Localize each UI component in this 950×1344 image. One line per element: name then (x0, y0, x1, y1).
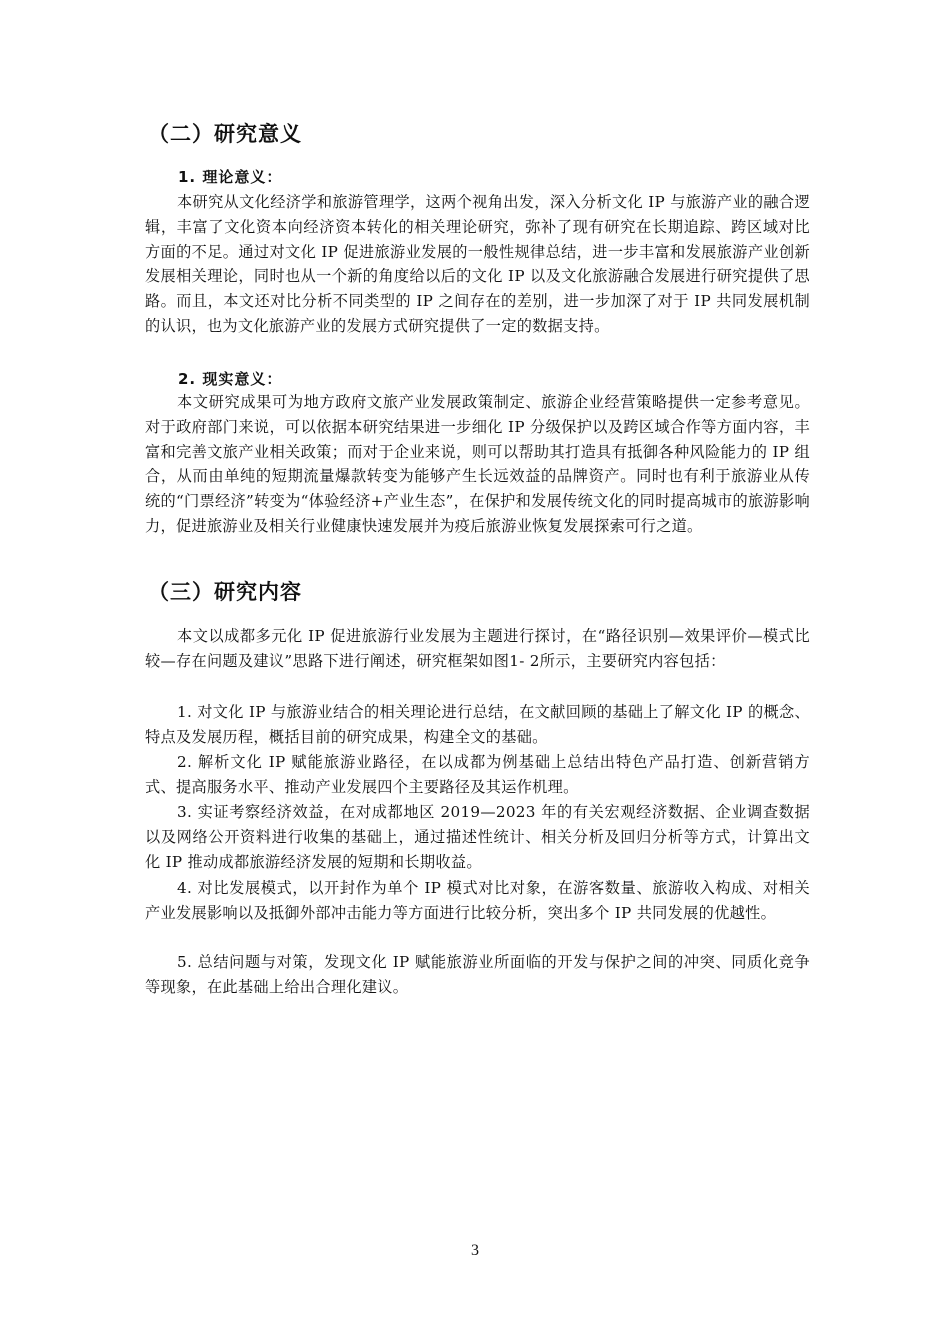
content-item-2: 2. 解析文化 IP 赋能旅游业路径，在以成都为例基础上总结出特色产品打造、创新营销方式、提高服务水平、推动产业发展四个主要路径及其运作机理。 (145, 753, 810, 796)
content-intro-paragraph: 本文以成都多元化 IP 促进旅游行业发展为主题进行探讨，在“路径识别—效果评价—模式比较—存在问题及建议”思路下进行阐述，研究框架如图1- 2所示，主要研究内容包括： (145, 627, 810, 670)
practical-significance-heading: 2. 现实意义： (178, 370, 283, 388)
section-title-significance: （二）研究意义 (148, 122, 302, 146)
content-item-1: 1. 对文化 IP 与旅游业结合的相关理论进行总结，在文献回顾的基础上了解文化 IP 的概念、特点及发展历程，概括目前的研究成果，构建全文的基础。 (145, 703, 810, 746)
section-title-content: （三）研究内容 (148, 580, 302, 604)
content-item-3: 3. 实证考察经济效益，在对成都地区 2019—2023 年的有关宏观经济数据、企业调查数据以及网络公开资料进行收集的基础上，通过描述性统计、相关分析及回归分析等方式，计算出文化 IP 推动成都旅游经济发展的短期和长期收益。 (145, 803, 810, 871)
content-item-4: 4. 对比发展模式，以开封作为单个 IP 模式对比对象，在游客数量、旅游收入构成、对相关产业发展影响以及抵御外部冲击能力等方面进行比较分析，突出多个 IP 共同发展的优越性。 (145, 879, 810, 922)
content-item-5: 5. 总结问题与对策，发现文化 IP 赋能旅游业所面临的开发与保护之间的冲突、同质化竞争等现象，在此基础上给出合理化建议。 (145, 953, 810, 996)
page-number: 3 (471, 1242, 479, 1259)
theory-significance-heading: 1. 理论意义： (178, 168, 283, 186)
practical-significance-paragraph: 本文研究成果可为地方政府文旅产业发展政策制定、旅游企业经营策略提供一定参考意见。对于政府部门来说，可以依据本研究结果进一步细化 IP 分级保护以及跨区域合作等方面内容，丰富和完善文旅产业相关政策；而对于企业来说，则可以帮助其打造具有抵御各种风险能力的 IP 组合，从而由单纯的短期流量爆款转变为能够产生长远效益的品牌资产。同时也有利于旅游业从传统的“门票经济”转变为“体验经济+产业生态”，在保护和发展传统文化的同时提高城市的旅游影响力，促进旅游业及相关行业健康快速发展并为疫后旅游业恢复发展探索可行之道。 (145, 393, 810, 535)
theory-significance-paragraph: 本研究从文化经济学和旅游管理学，这两个视角出发，深入分析文化 IP 与旅游产业的融合逻辑，丰富了文化资本向经济资本转化的相关理论研究，弥补了现有研究在长期追踪、跨区域对比方面的不足。通过对文化 IP 促进旅游业发展的一般性规律总结，进一步丰富和发展旅游产业创新发展相关理论，同时也从一个新的角度给以后的文化 IP 以及文化旅游融合发展进行研究提供了思路。而且，本文还对比分析不同类型的 IP 之间存在的差别，进一步加深了对于 IP 共同发展机制的认识，也为文化旅游产业的发展方式研究提供了一定的数据支持。 (145, 193, 810, 335)
